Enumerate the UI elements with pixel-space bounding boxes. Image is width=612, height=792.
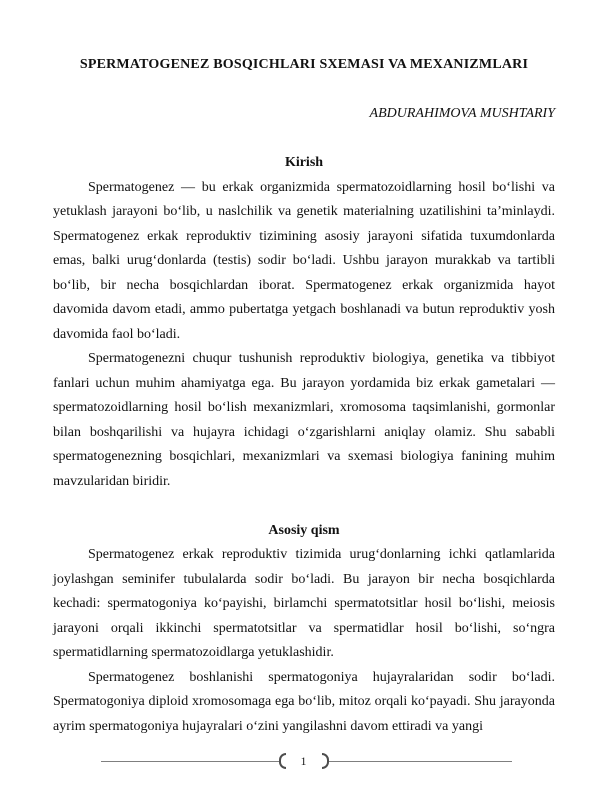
- page-number: 1: [300, 754, 307, 768]
- footer-rule-right: [329, 761, 512, 762]
- page-footer: [0, 753, 612, 769]
- page-number-bracket-left-icon: [279, 753, 286, 769]
- section-heading-kirish: Kirish: [284, 155, 324, 170]
- paragraph: Spermatogenezni chuqur tushunish reproduktiv biologiya, genetika va tibbiyot fanlari uchun muhim ahamiyatga ega. Bu jarayon yordamida biz erkak gametalari — spermatozoidlarning hosil bo‘lish mexanizmlari, xromosoma taqsimlanishi, gormonlar bilan boshqarilishi va hujayra ichidagi o‘zgarishlarni aniqlay olamiz. Shu sababli spermatogenezning bosqichlari, mexanizmlari va sxemasi biologiya fanining muhim mavzularidan biridir.: [53, 351, 555, 489]
- footer-rule-left: [101, 761, 279, 762]
- page-number-bracket-right-icon: [322, 753, 329, 769]
- paragraph: Spermatogenez — bu erkak organizmida spermatozoidlarning hosil bo‘lishi va yetuklash jarayoni bo‘lib, u naslchilik va genetik materialning uzatilishini ta’minlaydi. Spermatogenez erkak reproduktiv tizimining asosiy jarayoni sifatida tuxumdonlarda emas, balki urug‘donlarda (testis) sodir bo‘ladi. Ushbu jarayon murakkab va tartibli bo‘lib, bir necha bosqichlardan iborat. Spermatogenez erkak organizmida hayot davomida davom etadi, ammo pubertatga yetgach boshlanadi va butun reproduktiv yosh davomida faol bo‘ladi.: [53, 179, 555, 342]
- paragraph: Spermatogenez boshlanishi spermatogoniya hujayralaridan sodir bo‘ladi. Spermatogoniya diploid xromosomaga ega bo‘lib, mitoz orqali ko‘payadi. Shu jarayonda ayrim spermatogoniya hujayralari o‘zini yangilashni davom ettiradi va yangi: [53, 669, 555, 734]
- author-line: ABDURAHIMOVA MUSHTARIY: [369, 106, 555, 121]
- paragraph: Spermatogenez erkak reproduktiv tizimida urug‘donlarning ichki qatlamlarida joylashgan seminifer tubulalarda sodir bo‘ladi. Bu jarayon bir necha bosqichlarda kechadi: spermatogoniya ko‘payishi, birlamchi spermatotsitlar hosil bo‘lishi, meiosis jarayoni orqali ikkinchi spermatotsitlar va spermatidlar hosil bo‘lishi, so‘ngra spermatidlarning spermatozoidlarga yetuklashidir.: [53, 547, 555, 660]
- section-heading-asosiy-qism: Asosiy qism: [268, 522, 340, 538]
- document-content: [53, 53, 555, 739]
- document-title: SPERMATOGENEZ BOSQICHLARI SXEMASI VA MEXANIZMLARI: [79, 57, 529, 72]
